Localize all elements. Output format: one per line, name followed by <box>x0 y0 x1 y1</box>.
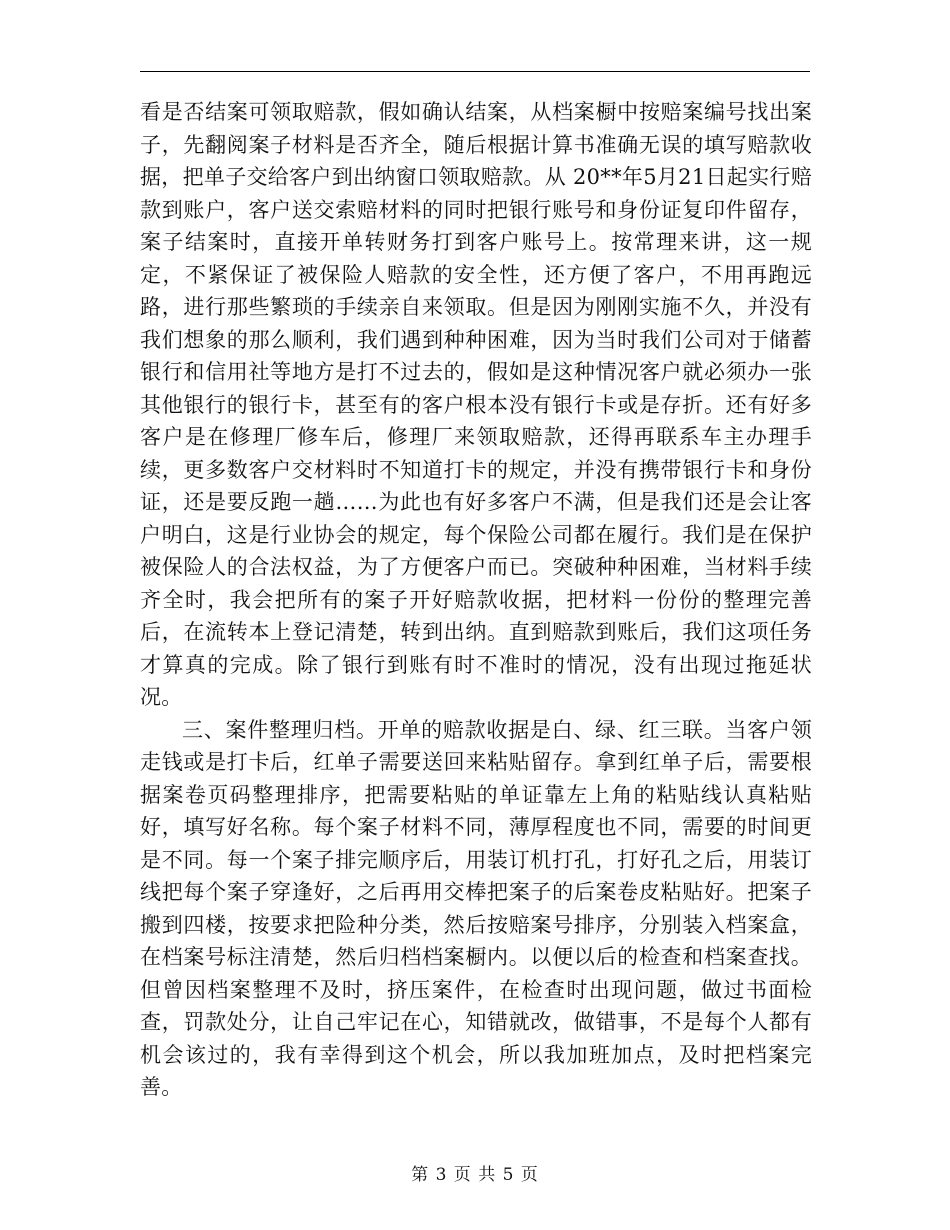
paragraph-continuation: 看是否结案可领取赔款，假如确认结案，从档案橱中按赔案编号找出案子，先翻阅案子材料是否齐全，随后根据计算书准确无误的填写赔款收据，把单子交给客户到出纳窗口领取赔款。从 20**年5月21日起实行赔款到账户，客户送交索赔材料的同时把银行账号和身份证复印件留存，案子结案时，直接开单转财务打到客户账号上。按常理来讲，这一规定，不紧保证了被保险人赔款的安全性，还方便了客户，不用再跑远路，进行那些繁琐的手续亲自来领取。但是因为刚刚实施不久，并没有我们想象的那么顺利，我们遇到种种困难，因为当时我们公司对于储蓄银行和信用社等地方是打不过去的，假如是这种情况客户就必须办一张其他银行的银行卡，甚至有的客户根本没有银行卡或是存折。还有好多客户是在修理厂修车后，修理厂来领取赔款，还得再联系车主办理手续，更多数客户交材料时不知道打卡的规定，并没有携带银行卡和身份证，还是要反跑一趟……为此也有好多客户不满，但是我们还是会让客户明白，这是行业协会的规定，每个保险公司都在履行。我们是在保护被保险人的合法权益，为了方便客户而已。突破种种困难，当材料手续齐全时，我会把所有的案子开好赔款收据，把材料一份份的整理完善后，在流转本上登记清楚，转到出纳。直到赔款到账后，我们这项任务才算真的完成。除了银行到账有时不准时的情况，没有出现过拖延状况。 <box>140 100 812 709</box>
paragraph-case-archiving: 三、案件整理归档。开单的赔款收据是白、绿、红三联。当客户领走钱或是打卡后，红单子需要送回来粘贴留存。拿到红单子后，需要根据案卷页码整理排序，把需要粘贴的单证靠左上角的粘贴线认真粘贴好，填写好名称。每个案子材料不同，薄厚程度也不同，需要的时间更是不同。每一个案子排完顺序后，用装订机打孔，打好孔之后，用装订线把每个案子穿逢好，之后再用交棒把案子的后案卷皮粘贴好。把案子搬到四楼，按要求把险种分类，然后按赔案号排序，分别装入档案盒，在档案号标注清楚，然后归档档案橱内。以便以后的检查和档案查找。但曾因档案整理不及时，挤压案件，在检查时出现问题，做过书面检查，罚款处分，让自己牢记在心，知错就改，做错事，不是每个人都有机会该过的，我有幸得到这个机会，所以我加班加点，及时把档案完善。 <box>140 717 812 1099</box>
page-number: 第 3 页 共 5 页 <box>411 1165 539 1185</box>
document-body <box>140 96 812 1104</box>
header-rule <box>140 71 810 72</box>
